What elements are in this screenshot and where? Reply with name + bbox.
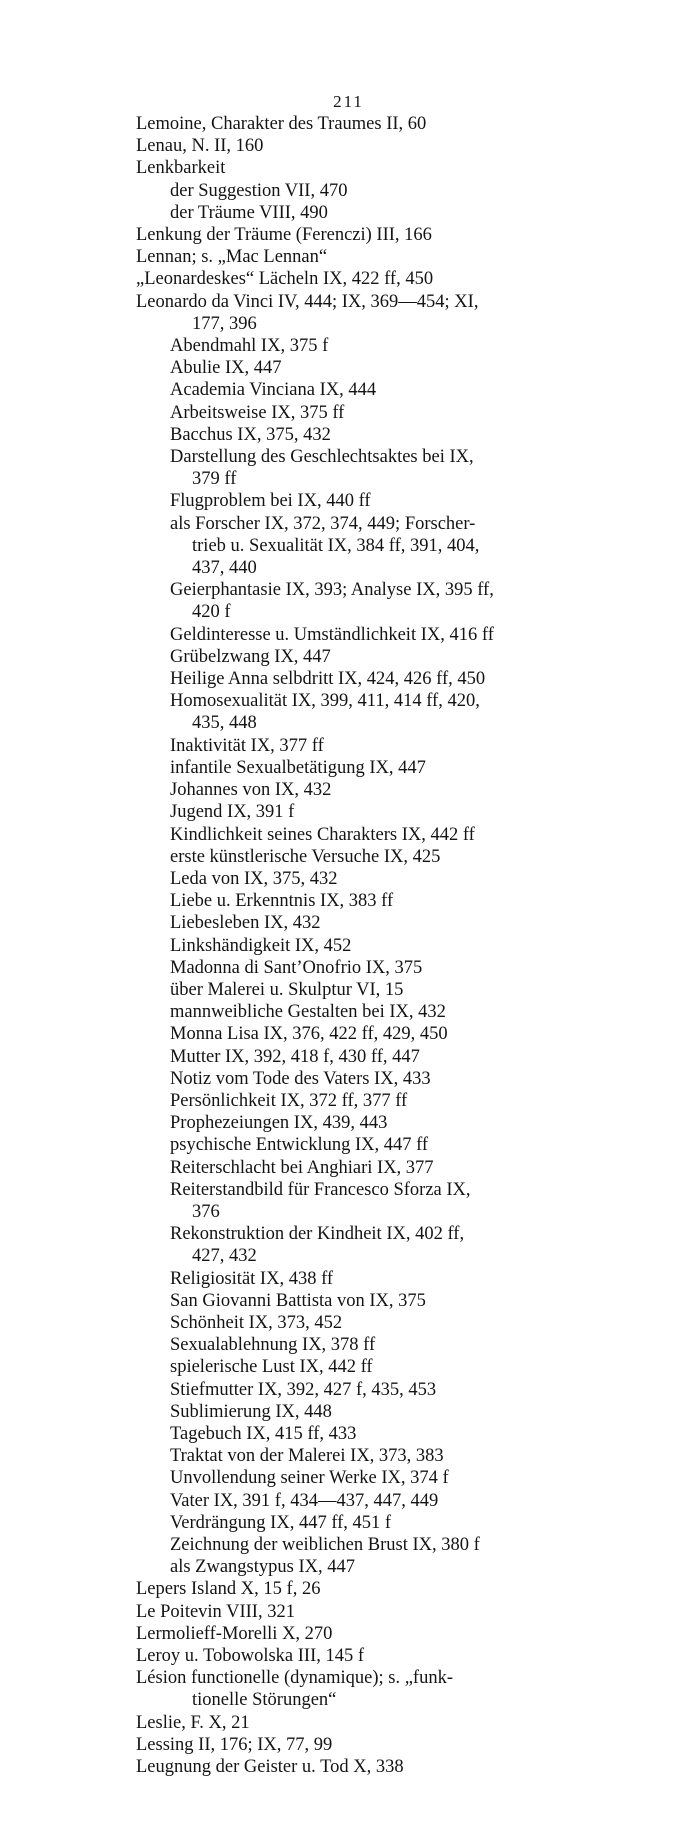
index-subentry	[136, 1312, 560, 1334]
index-subentry	[136, 1179, 560, 1223]
index-entry	[136, 157, 560, 179]
index-line: Lermolieff-Morelli X, 270	[136, 1623, 333, 1644]
index-line: Bacchus IX, 375, 432	[170, 424, 331, 445]
index-line: Leonardo da Vinci IV, 444; IX, 369—454; XI,	[136, 291, 479, 312]
index-line: Arbeitsweise IX, 375 ff	[170, 402, 345, 423]
index-line: infantile Sexualbetätigung IX, 447	[170, 757, 426, 778]
index-line: Lenkung der Träume (Ferenczi) III, 166	[136, 225, 432, 246]
index-entry	[136, 1645, 560, 1667]
index-subentry	[136, 1556, 560, 1578]
index-line: Sublimierung IX, 448	[170, 1401, 332, 1422]
index-subentry	[136, 1490, 560, 1512]
index-line: Heilige Anna selbdritt IX, 424, 426 ff, 450	[170, 669, 486, 690]
index-line: Geldinteresse u. Umständlichkeit IX, 416 ff	[170, 624, 494, 645]
index-line: Schönheit IX, 373, 452	[170, 1312, 343, 1333]
index-line: Homosexualität IX, 399, 411, 414 ff, 420,	[170, 691, 480, 712]
index-subentry	[136, 668, 560, 690]
index-subentry	[136, 801, 560, 823]
index-subentry	[136, 1356, 560, 1378]
index-line: Leugnung der Geister u. Tod X, 338	[136, 1757, 404, 1778]
index-subentry	[136, 1445, 560, 1467]
index-line: Leda von IX, 375, 432	[170, 868, 338, 889]
index-subentry	[136, 912, 560, 934]
index-line: Geierphantasie IX, 393; Analyse IX, 395 ff,	[170, 580, 494, 601]
index-line: Prophezeiungen IX, 439, 443	[170, 1113, 388, 1134]
index-subentry	[136, 1001, 560, 1023]
index-line: 427, 432	[192, 1246, 257, 1267]
index-entry	[136, 246, 560, 268]
index-subentry	[136, 1157, 560, 1179]
index-line: Religiosität IX, 438 ff	[170, 1268, 334, 1289]
index-line: Persönlichkeit IX, 372 ff, 377 ff	[170, 1090, 408, 1111]
index-subentry	[136, 757, 560, 779]
index-line: Unvollendung seiner Werke IX, 374 f	[170, 1468, 449, 1489]
index-subentry	[136, 846, 560, 868]
index-line: Monna Lisa IX, 376, 422 ff, 429, 450	[170, 1024, 448, 1045]
index-line: Traktat von der Malerei IX, 373, 383	[170, 1446, 444, 1467]
index-line: Notiz vom Tode des Vaters IX, 433	[170, 1068, 431, 1089]
index-line: tionelle Störungen“	[192, 1690, 337, 1711]
index-line: Darstellung des Geschlechtsaktes bei IX,	[170, 447, 474, 468]
index-subentry	[136, 1112, 560, 1134]
index-line: Leroy u. Tobowolska III, 145 f	[136, 1646, 365, 1667]
index-entry	[136, 113, 560, 135]
index-subentry	[136, 1068, 560, 1090]
index-line: Grübelzwang IX, 447	[170, 646, 331, 667]
index-line: 376	[192, 1201, 220, 1222]
index-subentry	[136, 579, 560, 623]
index-subentry	[136, 1334, 560, 1356]
index-line: Madonna di Sant’Onofrio IX, 375	[170, 957, 423, 978]
index-subentry	[136, 1134, 560, 1156]
index-subentry	[136, 335, 560, 357]
index-subentry	[136, 1401, 560, 1423]
index-line: Inaktivität IX, 377 ff	[170, 735, 324, 756]
index-subentry	[136, 513, 560, 580]
index-subentry	[136, 446, 560, 490]
index-subentry	[136, 890, 560, 912]
index-subentry	[136, 1467, 560, 1489]
index-entry	[136, 1712, 560, 1734]
index-line: trieb u. Sexualität IX, 384 ff, 391, 404,	[192, 535, 480, 556]
index-entry	[136, 1578, 560, 1600]
index-line: Rekonstruktion der Kindheit IX, 402 ff,	[170, 1224, 465, 1245]
index-line: Lepers Island X, 15 f, 26	[136, 1579, 321, 1600]
index-line: Flugproblem bei IX, 440 ff	[170, 491, 371, 512]
index-line: Lenkbarkeit	[136, 158, 226, 179]
index-subentry	[136, 1290, 560, 1312]
index-line: Reiterschlacht bei Anghiari IX, 377	[170, 1157, 434, 1178]
index-line: spielerische Lust IX, 442 ff	[170, 1357, 373, 1378]
index-line: erste künstlerische Versuche IX, 425	[170, 846, 441, 867]
index-subentry	[136, 357, 560, 379]
index-subentry	[136, 379, 560, 401]
index-line: 437, 440	[192, 558, 257, 579]
index-subentry	[136, 735, 560, 757]
index-line: Mutter IX, 392, 418 f, 430 ff, 447	[170, 1046, 420, 1067]
index-entry	[136, 1667, 560, 1711]
index-list	[136, 113, 560, 1778]
index-line: psychische Entwicklung IX, 447 ff	[170, 1135, 429, 1156]
index-line: Lenau, N. II, 160	[136, 136, 264, 157]
index-subentry	[136, 490, 560, 512]
index-line: Tagebuch IX, 415 ff, 433	[170, 1423, 357, 1444]
index-entry	[136, 135, 560, 157]
index-line: Lésion functionelle (dynamique); s. „funk-	[136, 1668, 453, 1689]
index-subentry	[136, 690, 560, 734]
index-line: Abendmahl IX, 375 f	[170, 336, 329, 357]
index-line: 420 f	[192, 602, 231, 623]
index-line: über Malerei u. Skulptur VI, 15	[170, 979, 404, 1000]
index-line: Lennan; s. „Mac Lennan“	[136, 247, 328, 268]
index-line: Academia Vinciana IX, 444	[170, 380, 377, 401]
index-subentry	[136, 402, 560, 424]
page-number: 211	[333, 92, 364, 111]
index-entry	[136, 1623, 560, 1645]
index-subentry	[136, 1023, 560, 1045]
index-line: 177, 396	[192, 313, 257, 334]
index-subentry	[136, 779, 560, 801]
index-entry	[136, 291, 560, 335]
index-line: San Giovanni Battista von IX, 375	[170, 1290, 426, 1311]
index-line: Vater IX, 391 f, 434—437, 447, 449	[170, 1490, 439, 1511]
index-entry	[136, 224, 560, 246]
index-subentry	[136, 1379, 560, 1401]
index-subentry	[136, 624, 560, 646]
index-line: Lemoine, Charakter des Traumes II, 60	[136, 114, 427, 134]
index-entry	[136, 268, 560, 290]
index-line: als Zwangstypus IX, 447	[170, 1557, 355, 1578]
index-line: Kindlichkeit seines Charakters IX, 442 ff	[170, 824, 475, 845]
index-line: Reiterstandbild für Francesco Sforza IX,	[170, 1179, 471, 1200]
index-line: der Träume VIII, 490	[170, 202, 328, 223]
index-subentry	[136, 1268, 560, 1290]
index-subentry	[136, 1046, 560, 1068]
index-line: „Leonardeskes“ Lächeln IX, 422 ff, 450	[136, 269, 434, 290]
index-line: als Forscher IX, 372, 374, 449; Forscher-	[170, 513, 476, 534]
index-line: 435, 448	[192, 713, 257, 734]
index-subentry	[136, 424, 560, 446]
index-subentry	[136, 202, 560, 224]
index-subentry	[136, 1534, 560, 1556]
index-entry	[136, 1756, 560, 1778]
index-subentry	[136, 957, 560, 979]
index-subentry	[136, 935, 560, 957]
index-line: Johannes von IX, 432	[170, 780, 332, 801]
index-subentry	[136, 824, 560, 846]
index-subentry	[136, 646, 560, 668]
index-line: der Suggestion VII, 470	[170, 180, 348, 201]
index-line: Zeichnung der weiblichen Brust IX, 380 f	[170, 1535, 480, 1555]
index-subentry	[136, 868, 560, 890]
index-line: mannweibliche Gestalten bei IX, 432	[170, 1002, 446, 1023]
index-entry	[136, 1601, 560, 1623]
index-line: Abulie IX, 447	[170, 358, 282, 379]
index-line: Stiefmutter IX, 392, 427 f, 435, 453	[170, 1379, 437, 1400]
index-line: Verdrängung IX, 447 ff, 451 f	[170, 1512, 392, 1533]
index-line: Sexualablehnung IX, 378 ff	[170, 1335, 376, 1356]
index-line: Linkshändigkeit IX, 452	[170, 935, 352, 956]
index-line: Jugend IX, 391 f	[170, 802, 295, 823]
index-entry	[136, 1734, 560, 1756]
index-subentry	[136, 979, 560, 1001]
index-subentry	[136, 1090, 560, 1112]
index-line: 379 ff	[192, 469, 237, 490]
index-subentry	[136, 180, 560, 202]
index-subentry	[136, 1223, 560, 1267]
index-line: Liebe u. Erkenntnis IX, 383 ff	[170, 891, 394, 912]
index-subentry	[136, 1423, 560, 1445]
index-line: Leslie, F. X, 21	[136, 1712, 250, 1733]
index-subentry	[136, 1512, 560, 1534]
index-line: Liebesleben IX, 432	[170, 913, 321, 934]
index-line: Le Poitevin VIII, 321	[136, 1601, 295, 1622]
index-line: Lessing II, 176; IX, 77, 99	[136, 1734, 333, 1755]
